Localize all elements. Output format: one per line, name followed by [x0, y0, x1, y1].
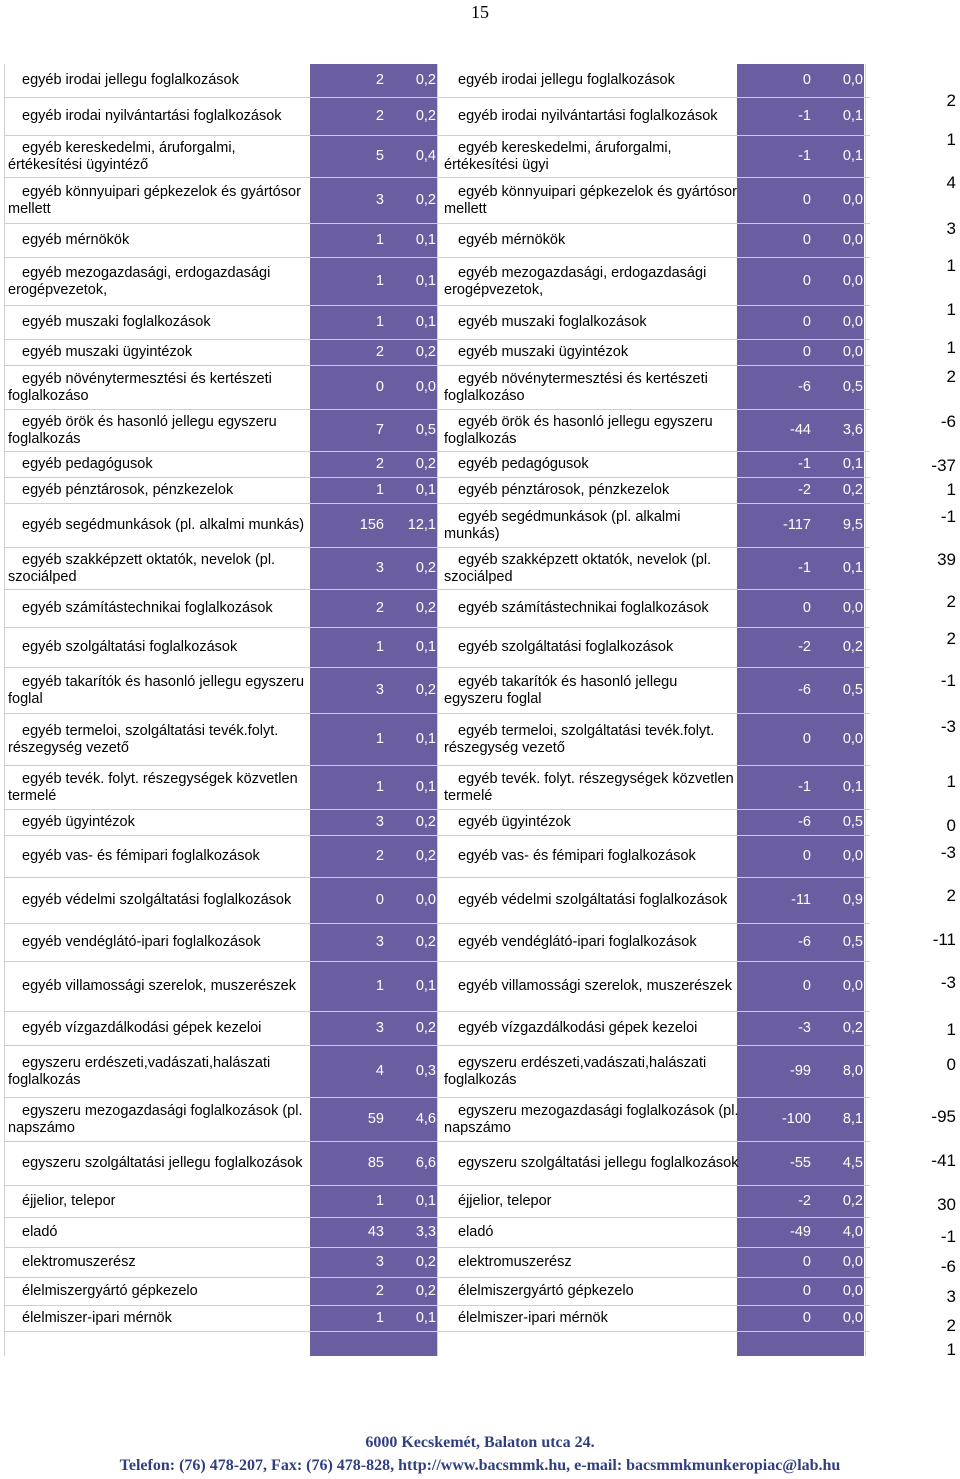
table-row: [4, 668, 870, 714]
occupation-name: eladó: [22, 1224, 58, 1240]
change-percent: 8,1: [842, 1111, 863, 1127]
difference-value: -95: [931, 1107, 956, 1126]
occupation-name: egyéb termeloi, szolgáltatási tevék.folyt. részegység vezető: [8, 722, 279, 756]
percent-value: 0,4: [415, 148, 436, 164]
change-percent: 0,0: [842, 848, 863, 864]
occupation-name: egyéb vízgazdálkodási gépek kezeloi: [22, 1020, 262, 1036]
occupation-name: egyszeru mezogazdasági foglalkozások (pl. napszámo: [8, 1102, 303, 1136]
count-value: 1: [375, 232, 384, 248]
occupation-name: egyéb könnyuipari gépkezelok és gyártósor mellett: [8, 183, 301, 217]
change-percent: 9,5: [842, 517, 863, 533]
occupation-name: egyszeru erdészeti,vadászati,halászati foglalkozás: [8, 1054, 271, 1088]
occupation-name: élelmiszer-ipari mérnök: [22, 1310, 172, 1326]
occupation-name-change: egyszeru mezogazdasági foglalkozások (pl. napszámo: [444, 1102, 739, 1136]
count-value: 1: [375, 273, 384, 289]
percent-value: 0,2: [415, 848, 436, 864]
change-value: 0: [802, 978, 811, 994]
change-value: 0: [802, 1254, 811, 1270]
change-value: 0: [802, 72, 811, 88]
percent-value: 6,6: [415, 1155, 436, 1171]
count-value: 3: [375, 814, 384, 830]
occupation-name-change: egyéb vas- és fémipari foglalkozások: [458, 848, 696, 864]
count-value: 2: [375, 108, 384, 124]
change-percent: 0,0: [842, 273, 863, 289]
occupation-name: egyéb ügyintézok: [22, 814, 135, 830]
count-value: 0: [375, 379, 384, 395]
table-row: [4, 766, 870, 810]
count-value: 59: [367, 1111, 384, 1127]
change-value: 0: [802, 848, 811, 864]
table-row: [4, 962, 870, 1012]
occupation-name: egyéb szolgáltatási foglalkozások: [22, 639, 238, 655]
count-value: 3: [375, 192, 384, 208]
table-row: [4, 64, 870, 98]
difference-value: -3: [940, 717, 956, 736]
change-value: 0: [802, 1310, 811, 1326]
occupation-name-change: élelmiszer-ipari mérnök: [458, 1310, 608, 1326]
count-value: 0: [375, 892, 384, 908]
count-value: 2: [375, 456, 384, 472]
occupation-name-change: elektromuszerész: [458, 1254, 572, 1270]
count-value: 3: [375, 1254, 384, 1270]
page-number: 15: [471, 2, 489, 22]
change-value: -1: [798, 560, 811, 576]
occupation-name: egyéb irodai nyilvántartási foglalkozások: [22, 108, 282, 124]
table-row: [4, 504, 870, 548]
change-value: 0: [802, 344, 811, 360]
difference-value: 3: [946, 1287, 956, 1306]
table-row: [4, 878, 870, 924]
occupation-name: egyéb számítástechnikai foglalkozások: [22, 600, 273, 616]
change-percent: 0,1: [842, 456, 863, 472]
table-row: [4, 628, 870, 668]
change-percent: 0,0: [842, 1310, 863, 1326]
occupation-name: egyéb muszaki foglalkozások: [22, 314, 211, 330]
change-value: -55: [790, 1155, 811, 1171]
occupation-name: egyéb pedagógusok: [22, 456, 153, 472]
table-row: [4, 836, 870, 878]
count-value: 7: [375, 422, 384, 438]
occupation-name-change: egyéb növénytermesztési és kertészeti foglalkozáso: [444, 370, 708, 404]
count-value: 85: [367, 1155, 384, 1171]
percent-value: 4,6: [415, 1111, 436, 1127]
change-percent: 4,0: [842, 1224, 863, 1240]
change-percent: 0,1: [842, 108, 863, 124]
change-percent: 0,0: [842, 600, 863, 616]
percent-value: 0,2: [415, 72, 436, 88]
percent-value: 0,2: [415, 456, 436, 472]
change-value: -44: [790, 422, 811, 438]
percent-value: 0,2: [415, 1020, 436, 1036]
occupation-name: egyéb szakképzett oktatók, nevelok (pl. szociálped: [8, 551, 276, 585]
occupation-name-change: éjjelior, telepor: [458, 1193, 552, 1209]
occupation-name: egyéb pénztárosok, pénzkezelok: [22, 482, 234, 498]
change-percent: 0,1: [842, 148, 863, 164]
change-value: -1: [798, 779, 811, 795]
occupation-name: egyéb örök és hasonló jellegu egyszeru foglalkozás: [8, 413, 277, 447]
percent-value: 0,0: [415, 892, 436, 908]
change-value: 0: [802, 600, 811, 616]
difference-value: 2: [946, 367, 956, 386]
percent-value: 0,2: [415, 682, 436, 698]
change-percent: 0,0: [842, 192, 863, 208]
percent-value: 0,0: [415, 379, 436, 395]
difference-value: 4: [946, 173, 956, 192]
table-row: [4, 548, 870, 590]
count-value: 43: [367, 1224, 384, 1240]
count-value: 2: [375, 344, 384, 360]
table-row: [4, 1248, 870, 1278]
change-value: 0: [802, 232, 811, 248]
occupation-name: egyéb takarítók és hasonló jellegu egyszeru foglal: [8, 673, 305, 707]
percent-value: 0,1: [415, 232, 436, 248]
table-row: [4, 306, 870, 340]
occupation-name-change: egyéb mezogazdasági, erdogazdasági erogépvezetok,: [444, 264, 707, 298]
occupation-name-change: egyéb védelmi szolgáltatási foglalkozások: [458, 892, 728, 908]
difference-value: 2: [946, 629, 956, 648]
percent-value: 0,2: [415, 1283, 436, 1299]
difference-value: -1: [940, 507, 956, 526]
change-percent: 0,0: [842, 344, 863, 360]
change-percent: 3,6: [842, 422, 863, 438]
count-value: 2: [375, 72, 384, 88]
change-value: -6: [798, 379, 811, 395]
percent-value: 0,1: [415, 978, 436, 994]
difference-value: 39: [937, 550, 956, 569]
difference-value: -37: [931, 456, 956, 475]
difference-value: -6: [940, 1257, 956, 1276]
difference-value: -1: [940, 1227, 956, 1246]
change-percent: 0,5: [842, 814, 863, 830]
change-value: -1: [798, 148, 811, 164]
count-value: 1: [375, 1310, 384, 1326]
count-value: 1: [375, 731, 384, 747]
percent-value: 0,2: [415, 108, 436, 124]
difference-value: -1: [940, 671, 956, 690]
difference-value: -3: [940, 843, 956, 862]
change-value: -6: [798, 682, 811, 698]
change-value: -100: [781, 1111, 811, 1127]
difference-value: 2: [946, 886, 956, 905]
change-percent: 0,5: [842, 934, 863, 950]
change-percent: 0,2: [842, 482, 863, 498]
occupation-name-change: egyéb mérnökök: [458, 232, 566, 248]
percent-value: 0,3: [415, 1063, 436, 1079]
difference-value: 1: [946, 130, 956, 149]
change-value: -1: [798, 456, 811, 472]
percent-value: 0,5: [415, 422, 436, 438]
change-value: -6: [798, 934, 811, 950]
table-row: [4, 1218, 870, 1248]
difference-value: -3: [940, 973, 956, 992]
occupation-name-change: egyéb könnyuipari gépkezelok és gyártósor mellett: [444, 183, 737, 217]
table-row: [4, 1278, 870, 1306]
change-percent: 0,0: [842, 978, 863, 994]
occupation-name: elektromuszerész: [22, 1254, 136, 1270]
percent-value: 0,2: [415, 934, 436, 950]
occupation-name: egyszeru szolgáltatási jellegu foglalkozások: [22, 1155, 303, 1171]
change-value: 0: [802, 731, 811, 747]
occupation-name-change: egyéb szolgáltatási foglalkozások: [458, 639, 674, 655]
occupation-name: egyéb segédmunkások (pl. alkalmi munkás): [22, 517, 305, 533]
change-percent: 0,9: [842, 892, 863, 908]
occupation-name-change: egyéb tevék. folyt. részegységek közvetlen termelé: [444, 770, 734, 804]
occupation-name-change: egyszeru erdészeti,vadászati,halászati foglalkozás: [444, 1054, 707, 1088]
change-value: 0: [802, 192, 811, 208]
count-value: 3: [375, 1020, 384, 1036]
occupation-name-change: egyéb muszaki foglalkozások: [458, 314, 647, 330]
difference-value: 1: [946, 300, 956, 319]
change-value: -11: [791, 892, 811, 908]
change-percent: 0,1: [842, 560, 863, 576]
change-percent: 0,0: [842, 232, 863, 248]
occupation-name-change: egyszeru szolgáltatási jellegu foglalkozások: [458, 1155, 739, 1171]
count-value: 1: [375, 1193, 384, 1209]
table-row: [4, 590, 870, 628]
occupation-name-change: egyéb segédmunkások (pl. alkalmi munkás): [444, 508, 681, 542]
occupation-name-change: élelmiszergyártó gépkezelo: [458, 1283, 634, 1299]
occupation-name: egyéb kereskedelmi, áruforgalmi, értékesítési ügyintéző: [8, 139, 236, 173]
percent-value: 0,1: [415, 1193, 436, 1209]
occupation-name-change: egyéb pénztárosok, pénzkezelok: [458, 482, 670, 498]
change-value: -49: [790, 1224, 811, 1240]
count-value: 1: [375, 482, 384, 498]
count-value: 2: [375, 848, 384, 864]
footer-address: 6000 Kecskemét, Balaton utca 24.: [365, 1434, 595, 1451]
occupation-name-change: egyéb számítástechnikai foglalkozások: [458, 600, 709, 616]
percent-value: 0,1: [415, 639, 436, 655]
difference-value: -6: [940, 412, 956, 431]
occupation-name-change: egyéb villamossági szerelok, muszerészek: [458, 978, 732, 994]
table-row: [4, 136, 870, 178]
percent-value: 0,2: [415, 344, 436, 360]
table-row: [4, 178, 870, 224]
percent-value: 0,2: [415, 560, 436, 576]
percent-value: 0,1: [415, 314, 436, 330]
occupation-name: élelmiszergyártó gépkezelo: [22, 1283, 198, 1299]
footer-contact: Telefon: (76) 478-207, Fax: (76) 478-828, http://www.bacsmmk.hu, e-mail: bacsmmkmunkeropiac@lab.hu: [119, 1457, 841, 1474]
occupation-name: éjjelior, telepor: [22, 1193, 116, 1209]
occupation-name-change: egyéb irodai jellegu foglalkozások: [458, 72, 675, 88]
table-row: [4, 98, 870, 136]
count-value: 2: [375, 600, 384, 616]
table-row: [4, 410, 870, 452]
occupation-name-change: egyéb örök és hasonló jellegu egyszeru foglalkozás: [444, 413, 713, 447]
table-row: [4, 366, 870, 410]
change-percent: 0,5: [842, 682, 863, 698]
change-value: -99: [790, 1063, 811, 1079]
percent-value: 0,1: [415, 482, 436, 498]
percent-value: 0,1: [415, 779, 436, 795]
change-value: -2: [798, 482, 811, 498]
change-percent: 0,0: [842, 1283, 863, 1299]
table-row: [4, 340, 870, 366]
occupation-name: egyéb vendéglátó-ipari foglalkozások: [22, 934, 261, 950]
occupation-name-change: eladó: [458, 1224, 494, 1240]
table-row: [4, 714, 870, 766]
table-row: [4, 1142, 870, 1186]
table-row: [4, 1012, 870, 1046]
difference-value: 1: [946, 1340, 956, 1359]
change-percent: 0,2: [842, 1020, 863, 1036]
percent-value: 0,2: [415, 600, 436, 616]
table-row: [4, 452, 870, 478]
count-value: 1: [375, 314, 384, 330]
percent-value: 3,3: [415, 1224, 436, 1240]
difference-value: -11: [932, 930, 956, 949]
count-value: 2: [375, 1283, 384, 1299]
difference-value: 0: [946, 1055, 956, 1074]
count-value: 3: [375, 560, 384, 576]
change-value: 0: [802, 273, 811, 289]
table-row: [4, 924, 870, 962]
occupation-name-change: egyéb ügyintézok: [458, 814, 571, 830]
count-value: 5: [375, 148, 384, 164]
change-percent: 0,1: [842, 779, 863, 795]
occupation-name-change: egyéb takarítók és hasonló jellegu egyszeru foglal: [444, 673, 678, 707]
count-value: 1: [375, 639, 384, 655]
percent-value: 0,1: [415, 273, 436, 289]
occupation-name: egyéb irodai jellegu foglalkozások: [22, 72, 239, 88]
occupation-name: egyéb muszaki ügyintézok: [22, 344, 193, 360]
change-percent: 0,0: [842, 731, 863, 747]
change-percent: 0,2: [842, 1193, 863, 1209]
change-percent: 0,0: [842, 1254, 863, 1270]
count-value: 3: [375, 934, 384, 950]
change-percent: 4,5: [842, 1155, 863, 1171]
change-value: -2: [798, 639, 811, 655]
table-row: [4, 1186, 870, 1218]
occupation-name-change: egyéb vendéglátó-ipari foglalkozások: [458, 934, 697, 950]
change-value: -1: [798, 108, 811, 124]
count-value: 156: [359, 517, 384, 533]
difference-value: 1: [946, 480, 956, 499]
percent-value: 12,1: [407, 517, 436, 533]
table-row: [4, 1306, 870, 1332]
occupation-name-change: egyéb vízgazdálkodási gépek kezeloi: [458, 1020, 698, 1036]
difference-value: 2: [946, 592, 956, 611]
change-value: -6: [798, 814, 811, 830]
difference-value: 3: [946, 219, 956, 238]
occupation-name-change: egyéb irodai nyilvántartási foglalkozások: [458, 108, 718, 124]
change-value: -2: [798, 1193, 811, 1209]
difference-value: 1: [946, 772, 956, 791]
difference-value: 30: [937, 1195, 956, 1214]
occupation-name: egyéb védelmi szolgáltatási foglalkozások: [22, 892, 292, 908]
occupation-name: egyéb mezogazdasági, erdogazdasági erogépvezetok,: [8, 264, 271, 298]
difference-value: 1: [946, 338, 956, 357]
occupation-name: egyéb villamossági szerelok, muszerészek: [22, 978, 296, 994]
difference-value: -41: [931, 1151, 956, 1170]
percent-value: 0,1: [415, 731, 436, 747]
occupation-name: egyéb tevék. folyt. részegységek közvetlen termelé: [8, 770, 298, 804]
change-value: -3: [798, 1020, 811, 1036]
table-row: [4, 810, 870, 836]
occupation-name-change: egyéb kereskedelmi, áruforgalmi, értékesítési ügyi: [444, 139, 672, 173]
percent-value: 0,2: [415, 192, 436, 208]
occupation-name-change: egyéb muszaki ügyintézok: [458, 344, 629, 360]
difference-value: 2: [946, 1316, 956, 1335]
difference-value: 2: [946, 91, 956, 110]
occupation-name-change: egyéb pedagógusok: [458, 456, 589, 472]
count-value: 1: [375, 779, 384, 795]
difference-value: 1: [946, 256, 956, 275]
table-row: [4, 258, 870, 306]
table-row: [4, 1098, 870, 1142]
count-value: 4: [375, 1063, 384, 1079]
count-value: 3: [375, 682, 384, 698]
table-row: [4, 224, 870, 258]
occupation-name-change: egyéb termeloi, szolgáltatási tevék.folyt. részegység vezető: [444, 722, 715, 756]
difference-value: 0: [946, 816, 956, 835]
table-row: [4, 1046, 870, 1098]
change-percent: 0,2: [842, 639, 863, 655]
percent-value: 0,2: [415, 1254, 436, 1270]
occupation-name: egyéb növénytermesztési és kertészeti foglalkozáso: [8, 370, 272, 404]
occupation-name: egyéb vas- és fémipari foglalkozások: [22, 848, 260, 864]
change-percent: 0,0: [842, 314, 863, 330]
change-value: -117: [783, 517, 811, 533]
occupation-name: egyéb mérnökök: [22, 232, 130, 248]
change-value: 0: [802, 314, 811, 330]
count-value: 1: [375, 978, 384, 994]
table-row: [4, 478, 870, 504]
change-value: 0: [802, 1283, 811, 1299]
occupation-name-change: egyéb szakképzett oktatók, nevelok (pl. szociálped: [444, 551, 712, 585]
change-percent: 0,5: [842, 379, 863, 395]
percent-value: 0,1: [415, 1310, 436, 1326]
change-percent: 8,0: [842, 1063, 863, 1079]
percent-value: 0,2: [415, 814, 436, 830]
difference-value: 1: [946, 1020, 956, 1039]
change-percent: 0,0: [842, 72, 863, 88]
